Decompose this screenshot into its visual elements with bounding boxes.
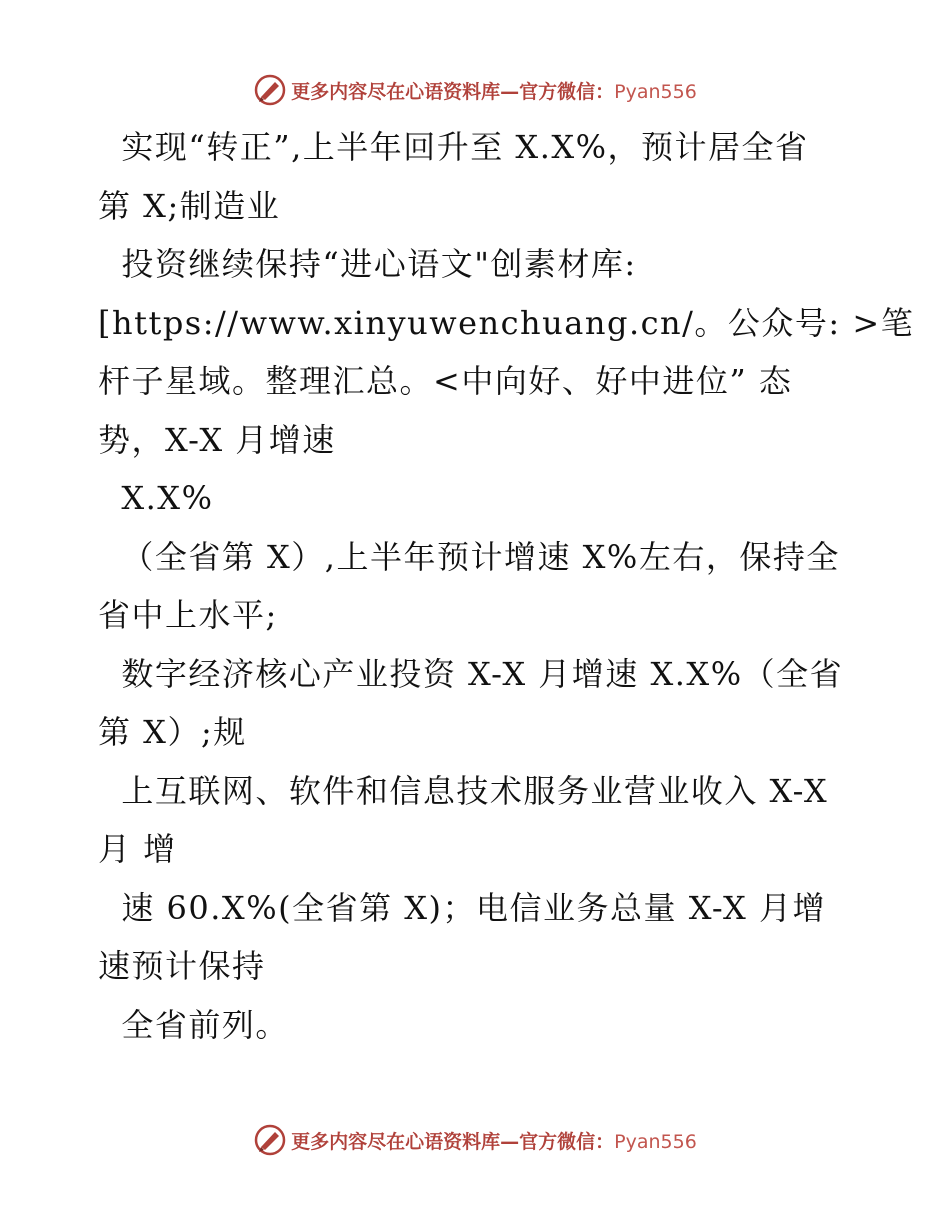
text-line: 杆子星域。整理汇总。<中向好、好中进位” 态 (98, 362, 793, 400)
text-line: 上互联网、软件和信息技术服务业营业收入 X-X (98, 771, 829, 810)
text-line: （全省第 X）,上半年预计增速 X%左右，保持全 (98, 537, 840, 576)
text-line: X.X% (98, 479, 214, 517)
pen-logo-icon (253, 1123, 287, 1157)
text-line: 速预计保持 (98, 947, 266, 985)
header-watermark (0, 70, 950, 110)
text-line: [https://www.xinyuwenchuang.cn/。公众号: >笔 (98, 303, 915, 342)
text-line: 实现“转正”,上半年回升至 X.X%，预计居全省 (98, 128, 809, 166)
pen-logo-icon (253, 73, 287, 107)
text-line: 投资继续保持“进心语文"创素材库: (98, 245, 637, 283)
watermark-text: 更多内容尽在心语资料库—官方微信：Pyan556 (291, 80, 697, 103)
text-line: 第 X;制造业 (98, 186, 281, 225)
footer-watermark (0, 1120, 950, 1160)
text-line: 第 X）;规 (98, 713, 247, 751)
text-line: 数字经济核心产业投资 X-X 月增速 X.X%（全省 (98, 654, 844, 693)
text-line: 月 增 (98, 830, 177, 868)
document-body (98, 118, 915, 1054)
text-line: 势，X-X 月增速 (98, 420, 336, 459)
text-line: 速 60.X%(全省第 X)；电信业务总量 X-X 月增 (98, 888, 826, 927)
watermark-text: 更多内容尽在心语资料库—官方微信：Pyan556 (291, 1130, 697, 1153)
text-line: 全省前列。 (98, 1005, 289, 1044)
text-line: 省中上水平; (98, 596, 278, 634)
